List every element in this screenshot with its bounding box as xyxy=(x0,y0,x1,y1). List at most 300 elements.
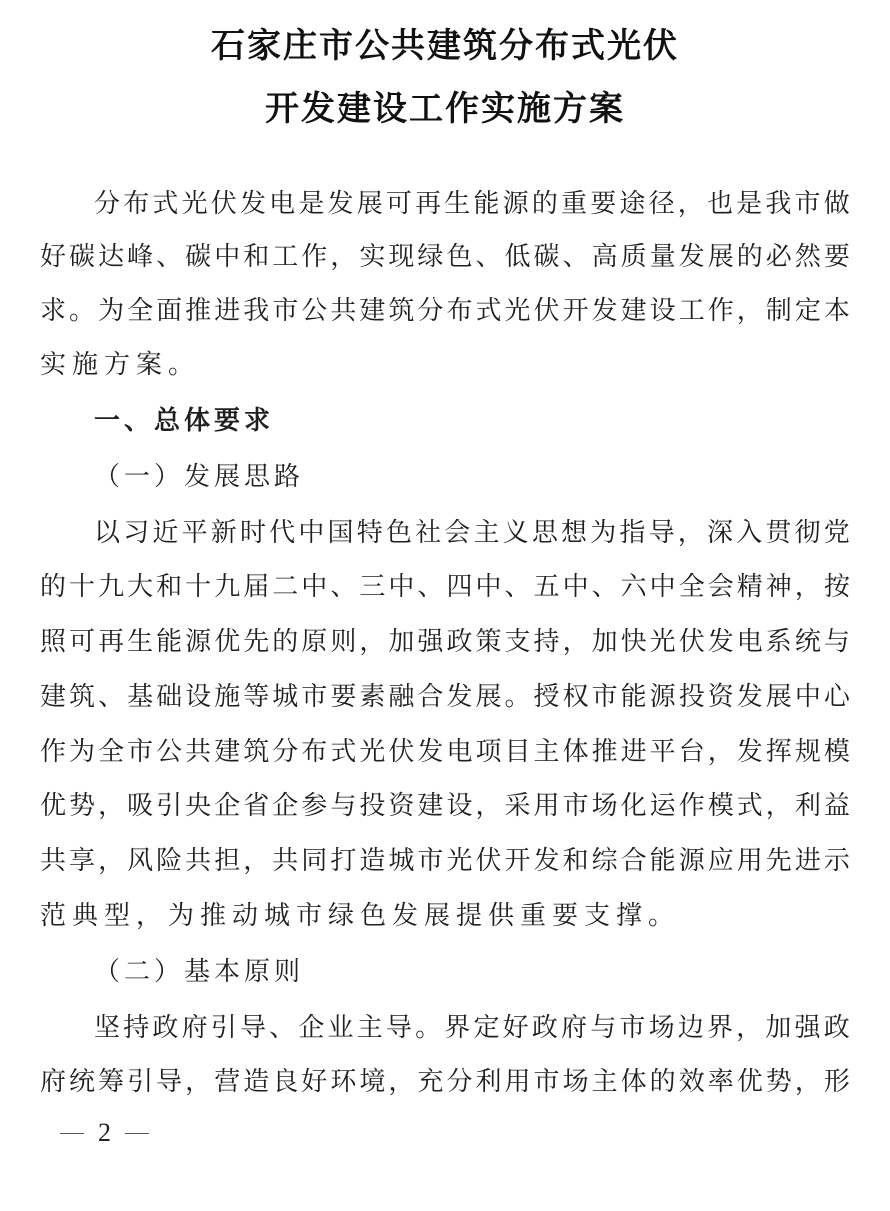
glyph: 六 xyxy=(620,572,647,602)
glyph: 展 xyxy=(765,682,792,712)
glyph: 能 xyxy=(473,189,500,219)
glyph: 和 xyxy=(156,572,183,602)
paragraph-line xyxy=(94,516,850,550)
glyph: 央 xyxy=(185,791,212,821)
glyph: 中 xyxy=(475,572,502,602)
glyph: 以 xyxy=(94,518,121,548)
glyph: 要 xyxy=(823,242,850,272)
glyph: 市 xyxy=(272,296,299,326)
paragraph-line xyxy=(40,294,850,328)
glyph: 、 xyxy=(156,242,183,272)
glyph: 伏 xyxy=(210,189,237,219)
glyph: ， xyxy=(765,791,792,821)
glyph: ， xyxy=(330,242,357,272)
glyph: 应 xyxy=(707,846,734,876)
glyph: 环 xyxy=(330,1067,357,1097)
glyph: 加 xyxy=(765,1013,792,1043)
glyph: ， xyxy=(243,846,270,876)
glyph: 彻 xyxy=(794,518,821,548)
glyph: 深 xyxy=(706,518,733,548)
glyph: 本 xyxy=(823,296,850,326)
glyph: 建 xyxy=(359,296,386,326)
glyph: 场 xyxy=(591,791,618,821)
glyph: 综 xyxy=(591,846,618,876)
glyph: 碳 xyxy=(533,242,560,272)
glyph: 导 xyxy=(239,1013,266,1043)
glyph: 共 xyxy=(330,296,357,326)
glyph: 公 xyxy=(156,737,183,767)
glyph: 、 xyxy=(417,572,444,602)
glyph: 筑 xyxy=(69,682,96,712)
glyph: 原 xyxy=(301,627,328,657)
glyph: 主 xyxy=(533,737,560,767)
glyph: 界 xyxy=(706,1013,733,1043)
glyph: 台 xyxy=(678,737,705,767)
glyph: 展 xyxy=(475,682,502,712)
page-footer xyxy=(60,1118,149,1148)
glyph: 发 xyxy=(591,296,618,326)
glyph: ， xyxy=(677,518,704,548)
glyph: 进 xyxy=(620,737,647,767)
glyph: 投 xyxy=(359,791,386,821)
glyph: 加 xyxy=(388,627,415,657)
glyph: 支 xyxy=(504,627,531,657)
glyph: 公 xyxy=(301,296,328,326)
glyph: 分 xyxy=(446,1067,473,1097)
glyph: 、 xyxy=(504,572,531,602)
glyph: ， xyxy=(736,1013,763,1043)
glyph: 强 xyxy=(794,1013,821,1043)
glyph: 工 xyxy=(272,242,299,272)
glyph: 峰 xyxy=(127,242,154,272)
glyph: 边 xyxy=(677,1013,704,1043)
section-heading: 一、总体要求 xyxy=(94,406,275,436)
glyph: 分 xyxy=(272,737,299,767)
glyph: 目 xyxy=(504,737,531,767)
paragraph-line xyxy=(40,240,850,274)
glyph: 碳 xyxy=(69,242,96,272)
glyph: 好 xyxy=(301,1067,328,1097)
glyph: 作 xyxy=(678,791,705,821)
glyph: ， xyxy=(388,1067,415,1097)
glyph: 发 xyxy=(417,737,444,767)
glyph: 三 xyxy=(359,572,386,602)
glyph: 与 xyxy=(590,1013,617,1043)
glyph: 场 xyxy=(562,1067,589,1097)
glyph: 导 xyxy=(156,1067,183,1097)
glyph: 共 xyxy=(185,846,212,876)
glyph: 融 xyxy=(388,682,415,712)
glyph: 优 xyxy=(40,791,67,821)
glyph: 定 xyxy=(794,296,821,326)
glyph: 是 xyxy=(736,189,763,219)
glyph: 强 xyxy=(417,627,444,657)
glyph: 中 xyxy=(214,242,241,272)
glyph: 模 xyxy=(707,791,734,821)
glyph: 生 xyxy=(127,627,154,657)
glyph: 党 xyxy=(823,518,850,548)
glyph: 式 xyxy=(330,737,357,767)
glyph: 全 xyxy=(678,572,705,602)
glyph: 参 xyxy=(301,791,328,821)
glyph: 十 xyxy=(69,572,96,602)
paragraph-line xyxy=(40,680,850,714)
glyph: 的 xyxy=(40,572,67,602)
glyph: 想 xyxy=(561,518,588,548)
glyph: 项 xyxy=(475,737,502,767)
document-title-line-1: 石家庄市公共建筑分布式光伏 xyxy=(211,26,679,66)
glyph: 量 xyxy=(649,242,676,272)
glyph: 持 xyxy=(123,1013,150,1043)
glyph: ， xyxy=(707,737,734,767)
glyph: 色 xyxy=(385,518,412,548)
footer-dash-left xyxy=(60,1133,84,1134)
paragraph-line: 实施方案。 xyxy=(40,350,201,380)
glyph: 开 xyxy=(562,296,589,326)
glyph: 现 xyxy=(388,242,415,272)
glyph: 。 xyxy=(415,1013,442,1043)
glyph: 、 xyxy=(591,572,618,602)
glyph: 政 xyxy=(531,1013,558,1043)
glyph: 吸 xyxy=(127,791,154,821)
glyph: 企 xyxy=(214,791,241,821)
glyph: ， xyxy=(736,296,763,326)
glyph: 低 xyxy=(504,242,531,272)
glyph: 源 xyxy=(502,189,529,219)
glyph: 导 xyxy=(385,1013,412,1043)
glyph: 共 xyxy=(40,846,67,876)
glyph: 用 xyxy=(504,1067,531,1097)
glyph: 为 xyxy=(590,518,617,548)
glyph: 市 xyxy=(417,846,444,876)
glyph: 系 xyxy=(765,627,792,657)
glyph: 开 xyxy=(504,846,531,876)
glyph: 电 xyxy=(736,627,763,657)
glyph: 的 xyxy=(531,189,558,219)
glyph: 和 xyxy=(562,846,589,876)
glyph: ， xyxy=(98,846,125,876)
glyph: 权 xyxy=(562,682,589,712)
glyph: 市 xyxy=(591,682,618,712)
glyph: 照 xyxy=(40,627,67,657)
paragraph-line xyxy=(94,1011,850,1045)
glyph: 设 xyxy=(446,791,473,821)
glyph: 实 xyxy=(359,242,386,272)
glyph: 达 xyxy=(98,242,125,272)
glyph: 建 xyxy=(417,791,444,821)
glyph: 风 xyxy=(127,846,154,876)
glyph: 高 xyxy=(591,242,618,272)
glyph: 企 xyxy=(298,1013,325,1043)
glyph: 作 xyxy=(301,242,328,272)
glyph: 合 xyxy=(417,682,444,712)
glyph: 、 xyxy=(475,242,502,272)
glyph: 时 xyxy=(239,518,266,548)
glyph: 主 xyxy=(591,1067,618,1097)
glyph: 利 xyxy=(794,791,821,821)
glyph: 持 xyxy=(533,627,560,657)
glyph: 引 xyxy=(127,1067,154,1097)
glyph: 全 xyxy=(98,737,125,767)
subsection-heading: （二）基本原则 xyxy=(94,957,305,987)
glyph: 企 xyxy=(272,791,299,821)
glyph: 筑 xyxy=(388,296,415,326)
glyph: 共 xyxy=(272,846,299,876)
glyph: 统 xyxy=(69,1067,96,1097)
glyph: 伏 xyxy=(475,846,502,876)
glyph: 营 xyxy=(214,1067,241,1097)
glyph: 新 xyxy=(210,518,237,548)
glyph: 二 xyxy=(272,572,299,602)
glyph: 进 xyxy=(214,296,241,326)
glyph: 作 xyxy=(707,296,734,326)
glyph: 特 xyxy=(356,518,383,548)
glyph: 义 xyxy=(502,518,529,548)
glyph: 发 xyxy=(533,846,560,876)
glyph: ， xyxy=(794,572,821,602)
glyph: 大 xyxy=(127,572,154,602)
glyph: 质 xyxy=(620,242,647,272)
page-number: 2 xyxy=(98,1118,111,1147)
glyph: 发 xyxy=(327,189,354,219)
glyph: 。 xyxy=(504,682,531,712)
glyph: 城 xyxy=(388,846,415,876)
paragraph-line xyxy=(40,625,850,659)
glyph: 五 xyxy=(533,572,560,602)
glyph: 然 xyxy=(794,242,821,272)
glyph: 用 xyxy=(533,791,560,821)
glyph: 模 xyxy=(823,737,850,767)
glyph: 伏 xyxy=(533,296,560,326)
glyph: 率 xyxy=(707,1067,734,1097)
glyph: 必 xyxy=(765,242,792,272)
glyph: 市 xyxy=(301,682,328,712)
glyph: 则 xyxy=(330,627,357,657)
glyph: 平 xyxy=(181,518,208,548)
glyph: 的 xyxy=(272,627,299,657)
glyph: 造 xyxy=(243,1067,270,1097)
glyph: 充 xyxy=(417,1067,444,1097)
glyph: 主 xyxy=(473,518,500,548)
glyph: 筹 xyxy=(98,1067,125,1097)
glyph: 用 xyxy=(736,846,763,876)
glyph: 主 xyxy=(356,1013,383,1043)
glyph: 生 xyxy=(444,189,471,219)
glyph: 加 xyxy=(591,627,618,657)
glyph: 面 xyxy=(156,296,183,326)
glyph: 等 xyxy=(243,682,270,712)
glyph: ， xyxy=(98,791,125,821)
glyph: 分 xyxy=(94,189,121,219)
glyph: 政 xyxy=(446,627,473,657)
glyph: 合 xyxy=(620,846,647,876)
glyph: 市 xyxy=(619,1013,646,1043)
glyph: ， xyxy=(475,791,502,821)
glyph: 途 xyxy=(619,189,646,219)
glyph: 化 xyxy=(620,791,647,821)
glyph: 引 xyxy=(156,791,183,821)
glyph: 中 xyxy=(298,518,325,548)
glyph: 绿 xyxy=(417,242,444,272)
glyph: 我 xyxy=(765,189,792,219)
glyph: 建 xyxy=(40,682,67,712)
glyph: 础 xyxy=(156,682,183,712)
glyph: 光 xyxy=(446,846,473,876)
glyph: 源 xyxy=(678,846,705,876)
glyph: 界 xyxy=(444,1013,471,1043)
glyph: 效 xyxy=(678,1067,705,1097)
paragraph-line xyxy=(40,1065,850,1099)
glyph: 发 xyxy=(736,682,763,712)
glyph: 色 xyxy=(446,242,473,272)
glyph: 发 xyxy=(446,682,473,712)
glyph: 会 xyxy=(444,518,471,548)
glyph: 险 xyxy=(156,846,183,876)
glyph: 展 xyxy=(356,189,383,219)
glyph: 投 xyxy=(678,682,705,712)
glyph: 市 xyxy=(794,189,821,219)
glyph: 中 xyxy=(388,572,415,602)
glyph: 源 xyxy=(185,627,212,657)
glyph: 的 xyxy=(736,242,763,272)
glyph: ， xyxy=(359,627,386,657)
glyph: 好 xyxy=(40,242,67,272)
glyph: 势 xyxy=(765,1067,792,1097)
glyph: ， xyxy=(794,1067,821,1097)
glyph: 基 xyxy=(127,682,154,712)
glyph: 式 xyxy=(152,189,179,219)
glyph: 形 xyxy=(823,1067,850,1097)
glyph: 式 xyxy=(736,791,763,821)
glyph: 共 xyxy=(185,737,212,767)
glyph: 九 xyxy=(98,572,125,602)
glyph: 电 xyxy=(269,189,296,219)
glyph: 筑 xyxy=(243,737,270,767)
glyph: 发 xyxy=(678,242,705,272)
glyph: 策 xyxy=(475,627,502,657)
glyph: 神 xyxy=(765,572,792,602)
glyph: 要 xyxy=(330,682,357,712)
glyph: 指 xyxy=(619,518,646,548)
glyph: 届 xyxy=(243,572,270,602)
glyph: 体 xyxy=(620,1067,647,1097)
glyph: 与 xyxy=(823,627,850,657)
glyph: 国 xyxy=(327,518,354,548)
glyph: 导 xyxy=(648,518,675,548)
glyph: 伏 xyxy=(388,737,415,767)
glyph: 政 xyxy=(152,1013,179,1043)
glyph: 布 xyxy=(446,296,473,326)
glyph: 分 xyxy=(417,296,444,326)
glyph: 、 xyxy=(269,1013,296,1043)
glyph: 工 xyxy=(678,296,705,326)
glyph: 心 xyxy=(823,682,850,712)
glyph: 示 xyxy=(823,846,850,876)
glyph: 造 xyxy=(359,846,386,876)
glyph: 入 xyxy=(736,518,763,548)
paragraph-line xyxy=(40,735,850,769)
glyph: 按 xyxy=(823,572,850,602)
glyph: 建 xyxy=(620,296,647,326)
glyph: 良 xyxy=(272,1067,299,1097)
glyph: 打 xyxy=(330,846,357,876)
glyph: 市 xyxy=(533,1067,560,1097)
glyph: 碳 xyxy=(185,242,212,272)
glyph: 省 xyxy=(243,791,270,821)
glyph: 优 xyxy=(214,627,241,657)
glyph: 场 xyxy=(648,1013,675,1043)
glyph: 光 xyxy=(359,737,386,767)
glyph: 推 xyxy=(185,296,212,326)
glyph: 城 xyxy=(272,682,299,712)
glyph: 享 xyxy=(69,846,96,876)
glyph: 与 xyxy=(330,791,357,821)
glyph: 好 xyxy=(502,1013,529,1043)
glyph: 、 xyxy=(562,242,589,272)
paragraph-line xyxy=(94,187,850,221)
glyph: 光 xyxy=(504,296,531,326)
glyph: 先 xyxy=(243,627,270,657)
glyph: 再 xyxy=(98,627,125,657)
glyph: 代 xyxy=(269,518,296,548)
glyph: 规 xyxy=(794,737,821,767)
glyph: 挥 xyxy=(765,737,792,767)
paragraph-line xyxy=(40,789,850,823)
glyph: 和 xyxy=(243,242,270,272)
glyph: 资 xyxy=(707,682,734,712)
glyph: 市 xyxy=(127,737,154,767)
glyph: 光 xyxy=(649,627,676,657)
glyph: 制 xyxy=(765,296,792,326)
glyph: 素 xyxy=(359,682,386,712)
glyph: 势 xyxy=(69,791,96,821)
glyph: 资 xyxy=(388,791,415,821)
glyph: 担 xyxy=(214,846,241,876)
paragraph-line: 范典型，为推动城市绿色发展提供重要支撑。 xyxy=(40,901,681,931)
glyph: 重 xyxy=(561,189,588,219)
glyph: 再 xyxy=(415,189,442,219)
glyph: 发 xyxy=(239,189,266,219)
glyph: 四 xyxy=(446,572,473,602)
glyph: 优 xyxy=(736,1067,763,1097)
glyph: 设 xyxy=(185,682,212,712)
paragraph-line xyxy=(40,844,850,878)
glyph: 可 xyxy=(69,627,96,657)
glyph: 可 xyxy=(385,189,412,219)
glyph: 同 xyxy=(301,846,328,876)
glyph: 中 xyxy=(562,572,589,602)
glyph: 坚 xyxy=(94,1013,121,1043)
glyph: 要 xyxy=(590,189,617,219)
glyph: 境 xyxy=(359,1067,386,1097)
glyph: 的 xyxy=(649,1067,676,1097)
glyph: 业 xyxy=(327,1013,354,1043)
glyph: 平 xyxy=(649,737,676,767)
glyph: 布 xyxy=(123,189,150,219)
glyph: 运 xyxy=(649,791,676,821)
glyph: 体 xyxy=(562,737,589,767)
glyph: 府 xyxy=(561,1013,588,1043)
glyph: 先 xyxy=(765,846,792,876)
glyph: 全 xyxy=(127,296,154,326)
glyph: 府 xyxy=(181,1013,208,1043)
glyph: 建 xyxy=(214,737,241,767)
glyph: 利 xyxy=(475,1067,502,1097)
glyph: 采 xyxy=(504,791,531,821)
glyph: 是 xyxy=(298,189,325,219)
glyph: 思 xyxy=(531,518,558,548)
glyph: 施 xyxy=(214,682,241,712)
